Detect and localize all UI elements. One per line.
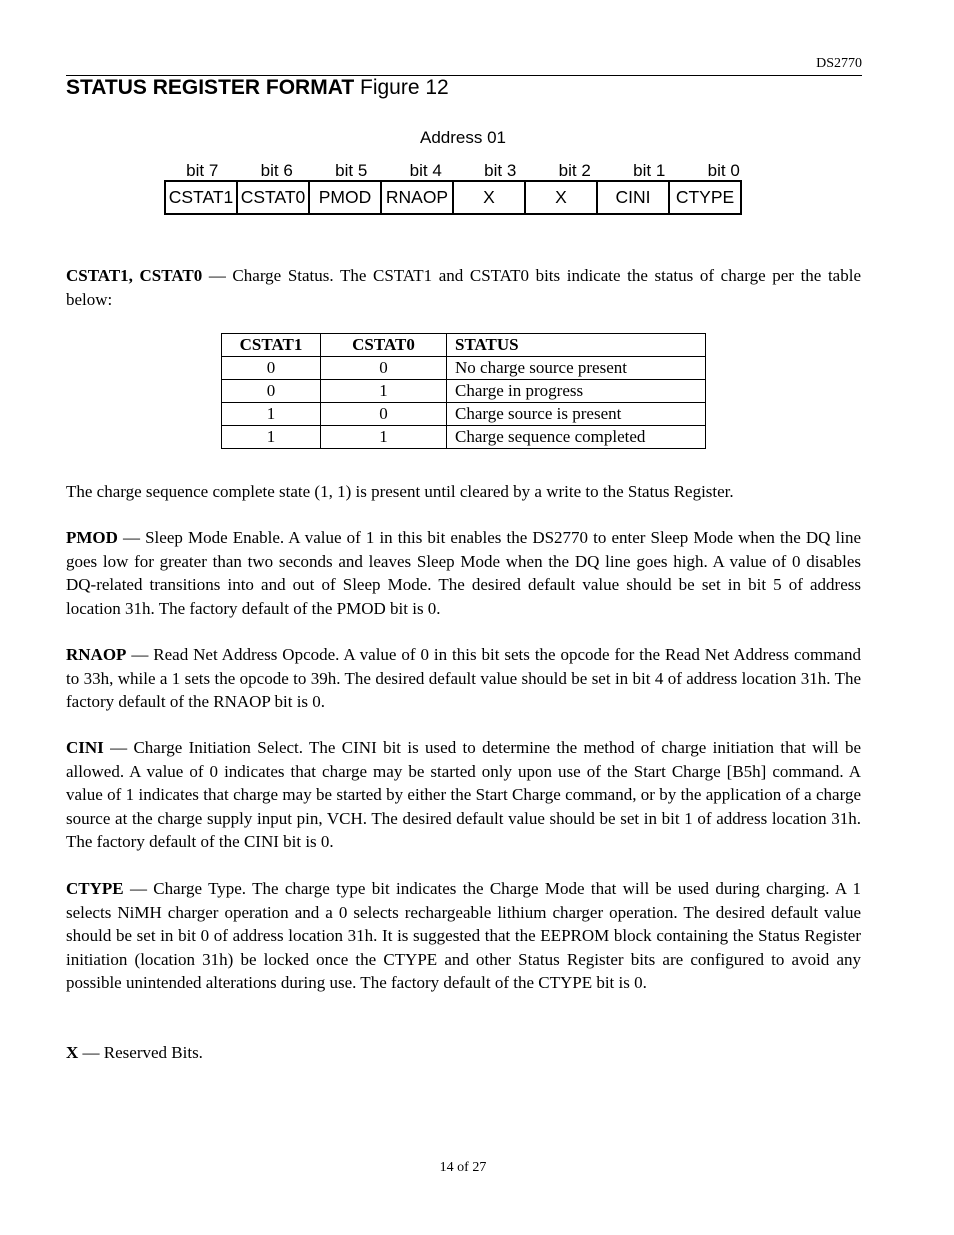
figure-title-rest: Figure 12 — [360, 76, 449, 99]
register-bit-cell: CTYPE — [669, 181, 741, 214]
table-cell: Charge source is present — [447, 403, 706, 426]
term: CSTAT1, CSTAT0 — [66, 266, 203, 285]
table-row — [222, 357, 706, 380]
description-text: — Charge Type. The charge type bit indicates the Charge Mode that will be used during charging. A 1 selects NiMH charger operation and a 0 selects rechargeable lithium charger operation. The desired default value should be set in bit 0 of address location 31h. It is suggested that the EEPROM block containing the Status Register initiation (location 31h) be locked once the CTYPE and other Status Register bits are configured to avoid any possible unintended alterations during use. The factory default of the CTYPE bit is 0. — [66, 879, 861, 992]
term: PMOD — [66, 528, 118, 547]
table-cell: 1 — [321, 380, 447, 403]
register-bit-cell: CINI — [597, 181, 669, 214]
x-description — [66, 1041, 861, 1065]
table-cell: 0 — [222, 380, 321, 403]
register-row — [165, 181, 741, 214]
table-cell: 0 — [222, 357, 321, 380]
table-cell: 0 — [321, 357, 447, 380]
cstat-description — [66, 264, 861, 311]
status-register-diagram — [164, 180, 742, 215]
term: X — [66, 1043, 79, 1062]
figure-title — [66, 76, 449, 100]
bit-label: bit 6 — [260, 161, 293, 180]
register-bit-cell: X — [525, 181, 597, 214]
table-cell: Charge in progress — [447, 380, 706, 403]
table-row — [222, 426, 706, 449]
table-cell: 1 — [321, 426, 447, 449]
register-address: Address 01 — [420, 128, 506, 147]
pmod-description — [66, 526, 861, 620]
register-bit-cell: X — [453, 181, 525, 214]
register-bit-cell: CSTAT1 — [165, 181, 237, 214]
term: CTYPE — [66, 879, 124, 898]
bit-label: bit 3 — [484, 161, 517, 180]
page-number: 14 of 27 — [439, 1160, 487, 1175]
table-cell: No charge source present — [447, 357, 706, 380]
charge-status-table — [221, 333, 706, 449]
table-header-row — [222, 334, 706, 357]
table-cell: 0 — [321, 403, 447, 426]
bit-label: bit 4 — [409, 161, 442, 180]
table-row — [222, 403, 706, 426]
register-bit-cell: CSTAT0 — [237, 181, 309, 214]
table-cell: 1 — [222, 426, 321, 449]
table-cell: 1 — [222, 403, 321, 426]
description-text: — Reserved Bits. — [78, 1043, 203, 1062]
term: RNAOP — [66, 645, 127, 664]
description-text: — Charge Status. The CSTAT1 and CSTAT0 bits indicate the status of charge per the table below: — [66, 266, 861, 309]
column-header: CSTAT1 — [222, 334, 321, 357]
register-bit-cell: RNAOP — [381, 181, 453, 214]
table-cell: Charge sequence completed — [447, 426, 706, 449]
bit-label: bit 1 — [633, 161, 666, 180]
column-header: STATUS — [447, 334, 706, 357]
column-header: CSTAT0 — [321, 334, 447, 357]
rnaop-description — [66, 643, 861, 714]
description-text: — Charge Initiation Select. The CINI bit is used to determine the method of charge initiation that will be allowed. A value of 0 indicates that charge may be started only upon use of the Start Charge [B5h] command. A value of 1 indicates that charge may be started by either the Start Charge command, or by the application of a charge source at the charge supply input pin, VCH. The desired default value should be set in bit 1 of address location 31h. The factory default of the CINI bit is 0. — [66, 738, 861, 851]
cini-description — [66, 736, 861, 854]
bit-label: bit 2 — [558, 161, 591, 180]
description-text: — Sleep Mode Enable. A value of 1 in this bit enables the DS2770 to enter Sleep Mode when the DQ line goes low for greater than two seconds and leaves Sleep Mode when the DQ line goes high. A value of 0 disables DQ-related transitions into and out of Sleep Mode. The desired default value should be set in bit 5 of address location 31h. The factory default of the PMOD bit is 0. — [66, 528, 861, 618]
table-row — [222, 380, 706, 403]
bit-label: bit 0 — [707, 161, 740, 180]
charge-complete-note: The charge sequence complete state (1, 1) is present until cleared by a write to the Status Register. — [66, 482, 734, 501]
ctype-description — [66, 877, 861, 995]
bit-label: bit 5 — [335, 161, 368, 180]
document-id: DS2770 — [816, 56, 862, 71]
bit-labels — [165, 161, 761, 181]
register-bit-cell: PMOD — [309, 181, 381, 214]
figure-title-bold: STATUS REGISTER FORMAT — [66, 76, 355, 99]
description-text: — Read Net Address Opcode. A value of 0 in this bit sets the opcode for the Read Net Address command to 33h, while a 1 sets the opcode to 39h. The desired default value should be set in bit 4 of address location 31h. The factory default of the RNAOP bit is 0. — [66, 645, 861, 711]
term: CINI — [66, 738, 104, 757]
bit-label: bit 7 — [186, 161, 219, 180]
